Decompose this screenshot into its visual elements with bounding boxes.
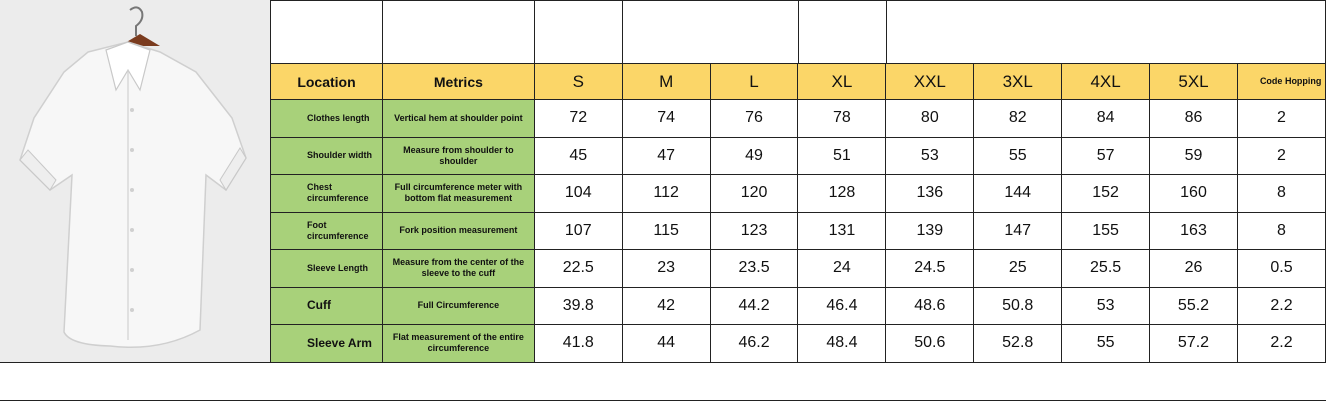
size-value-cell: 47: [622, 137, 710, 175]
header-row: [271, 64, 1326, 100]
size-value-cell: 24.5: [886, 250, 974, 288]
size-value-cell: 45: [534, 137, 622, 175]
divider: [0, 400, 1326, 401]
size-value-cell: 136: [886, 175, 974, 213]
table-row: [271, 100, 1326, 138]
size-value-cell: 152: [1062, 175, 1150, 213]
size-value-cell: 131: [798, 212, 886, 250]
size-value-cell: 24: [798, 250, 886, 288]
size-header: M: [622, 64, 710, 100]
size-value-cell: 48.4: [798, 325, 886, 363]
size-value-cell: 23: [622, 250, 710, 288]
size-value-cell: 147: [974, 212, 1062, 250]
size-value-cell: 57.2: [1150, 325, 1238, 363]
location-cell: Clothes length: [271, 100, 383, 138]
size-value-cell: 44.2: [710, 287, 798, 325]
location-cell: Sleeve Arm: [271, 325, 383, 363]
size-value-cell: 55: [974, 137, 1062, 175]
size-value-cell: 107: [534, 212, 622, 250]
code-hopping-cell: 2.2: [1237, 325, 1325, 363]
size-value-cell: 160: [1150, 175, 1238, 213]
size-value-cell: 82: [974, 100, 1062, 138]
size-value-cell: 41.8: [534, 325, 622, 363]
metric-cell: Vertical hem at shoulder point: [382, 100, 534, 138]
size-value-cell: 44: [622, 325, 710, 363]
table-row: [271, 325, 1326, 363]
size-value-cell: 53: [886, 137, 974, 175]
size-value-cell: 50.8: [974, 287, 1062, 325]
code-hopping-cell: 0.5: [1237, 250, 1325, 288]
size-value-cell: 78: [798, 100, 886, 138]
size-value-cell: 76: [710, 100, 798, 138]
metric-cell: Full circumference meter with bottom flat measurement: [382, 175, 534, 213]
size-value-cell: 163: [1150, 212, 1238, 250]
size-value-cell: 155: [1062, 212, 1150, 250]
size-chart-table: [270, 63, 1326, 363]
location-cell: Sleeve Length: [271, 250, 383, 288]
size-value-cell: 48.6: [886, 287, 974, 325]
size-value-cell: 74: [622, 100, 710, 138]
code-hopping-cell: 2.2: [1237, 287, 1325, 325]
size-header: XL: [798, 64, 886, 100]
code-hopping-cell: 2: [1237, 137, 1325, 175]
size-value-cell: 42: [622, 287, 710, 325]
top-blank-cell: [886, 0, 1326, 63]
code-hopping-header: Code Hopping: [1237, 64, 1325, 100]
metric-cell: Fork position measurement: [382, 212, 534, 250]
table-row: [271, 287, 1326, 325]
size-value-cell: 26: [1150, 250, 1238, 288]
size-value-cell: 39.8: [534, 287, 622, 325]
size-value-cell: 104: [534, 175, 622, 213]
table-row: [271, 250, 1326, 288]
code-hopping-cell: 8: [1237, 175, 1325, 213]
location-cell: Chest circumference: [271, 175, 383, 213]
code-hopping-cell: 2: [1237, 100, 1325, 138]
size-header: 3XL: [974, 64, 1062, 100]
size-value-cell: 50.6: [886, 325, 974, 363]
top-blank-cell: [534, 0, 622, 63]
table-row: [271, 212, 1326, 250]
size-value-cell: 72: [534, 100, 622, 138]
table-row: [271, 137, 1326, 175]
location-cell: Foot circumference: [271, 212, 383, 250]
size-value-cell: 84: [1062, 100, 1150, 138]
size-value-cell: 115: [622, 212, 710, 250]
size-value-cell: 123: [710, 212, 798, 250]
size-value-cell: 55.2: [1150, 287, 1238, 325]
size-header: 4XL: [1062, 64, 1150, 100]
size-value-cell: 80: [886, 100, 974, 138]
size-value-cell: 25: [974, 250, 1062, 288]
size-value-cell: 139: [886, 212, 974, 250]
size-value-cell: 46.4: [798, 287, 886, 325]
size-header: S: [534, 64, 622, 100]
size-value-cell: 22.5: [534, 250, 622, 288]
location-cell: Cuff: [271, 287, 383, 325]
size-value-cell: 23.5: [710, 250, 798, 288]
metric-cell: Measure from the center of the sleeve to the cuff: [382, 250, 534, 288]
divider: [0, 362, 1326, 363]
size-value-cell: 112: [622, 175, 710, 213]
top-blank-cell: [382, 0, 534, 63]
top-blank-cell: [270, 0, 382, 63]
shirt-image: [0, 0, 270, 362]
table-row: [271, 175, 1326, 213]
size-value-cell: 86: [1150, 100, 1238, 138]
size-value-cell: 120: [710, 175, 798, 213]
size-value-cell: 59: [1150, 137, 1238, 175]
size-value-cell: 128: [798, 175, 886, 213]
size-header: L: [710, 64, 798, 100]
size-value-cell: 51: [798, 137, 886, 175]
metrics-header: Metrics: [382, 64, 534, 100]
size-header: 5XL: [1150, 64, 1238, 100]
size-value-cell: 144: [974, 175, 1062, 213]
metric-cell: Measure from shoulder to shoulder: [382, 137, 534, 175]
metric-cell: Flat measurement of the entire circumference: [382, 325, 534, 363]
metric-cell: Full Circumference: [382, 287, 534, 325]
size-value-cell: 57: [1062, 137, 1150, 175]
top-blank-cell: [622, 0, 798, 63]
location-header: Location: [271, 64, 383, 100]
size-value-cell: 49: [710, 137, 798, 175]
location-cell: Shoulder width: [271, 137, 383, 175]
size-value-cell: 55: [1062, 325, 1150, 363]
size-header: XXL: [886, 64, 974, 100]
top-blank-cell: [798, 0, 886, 63]
product-image: [0, 0, 270, 362]
code-hopping-cell: 8: [1237, 212, 1325, 250]
size-value-cell: 53: [1062, 287, 1150, 325]
size-value-cell: 46.2: [710, 325, 798, 363]
size-value-cell: 25.5: [1062, 250, 1150, 288]
size-value-cell: 52.8: [974, 325, 1062, 363]
